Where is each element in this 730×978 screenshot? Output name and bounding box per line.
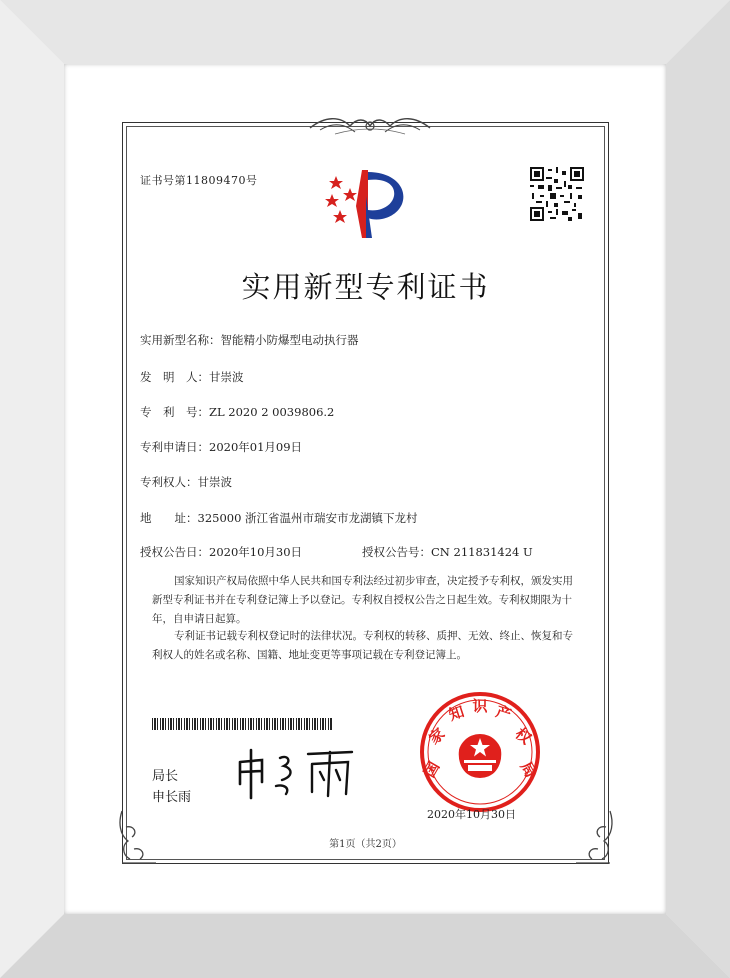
official-seal-icon <box>418 690 542 814</box>
svg-text:家: 家 <box>425 724 449 748</box>
signature-icon <box>232 740 362 802</box>
field-value: 甘崇波 <box>209 370 244 384</box>
svg-text:产: 产 <box>493 702 514 725</box>
field-row-address <box>140 510 418 526</box>
field-label: 授权公告号： <box>362 545 431 559</box>
field-value: 2020年01月09日 <box>209 440 303 454</box>
top-ornament-icon <box>305 114 435 138</box>
field-label: 授权公告日： <box>140 545 209 559</box>
field-label: 专利权人： <box>140 475 198 489</box>
field-row-grant-number <box>362 544 533 560</box>
field-label: 专 利 号： <box>140 405 209 419</box>
field-value: 甘崇波 <box>197 475 232 489</box>
field-row-grant-date <box>140 544 302 560</box>
signatory-title: 局长 <box>152 769 179 784</box>
field-value: 智能精小防爆型电动执行器 <box>220 333 359 347</box>
signatory-name: 申长雨 <box>152 790 192 805</box>
field-row-application-date <box>140 439 302 455</box>
qr-code-icon <box>530 167 584 221</box>
page-footer: 第1页（共2页） <box>329 839 402 850</box>
field-value: CN 211831424 U <box>431 545 533 559</box>
field-label: 专利申请日： <box>140 440 209 454</box>
field-row-patentee <box>140 474 232 490</box>
field-value: 325000 浙江省温州市瑞安市龙湖镇下龙村 <box>197 511 418 525</box>
field-row-inventor <box>140 369 244 385</box>
field-label: 实用新型名称： <box>140 333 221 347</box>
field-row-name <box>140 332 359 348</box>
svg-text:知: 知 <box>446 702 467 725</box>
field-row-patent-number <box>140 404 334 420</box>
field-label: 地 址： <box>140 511 198 525</box>
svg-text:识: 识 <box>472 697 488 715</box>
svg-text:权: 权 <box>511 724 535 748</box>
patent-office-logo-icon <box>322 166 412 242</box>
field-value: ZL 2020 2 0039806.2 <box>209 405 335 419</box>
field-label: 发 明 人： <box>140 370 209 384</box>
frame-right-bevel <box>666 0 730 978</box>
frame-left-bevel <box>0 0 64 978</box>
frame-top-bevel <box>0 0 730 64</box>
seal-date: 2020年10月30日 <box>427 808 516 821</box>
certificate-paper <box>122 122 609 864</box>
barcode <box>152 718 332 730</box>
field-value: 2020年10月30日 <box>209 545 303 559</box>
certificate-paragraph-2: 专利证书记载专利权登记时的法律状况。专利权的转移、质押、无效、终止、恢复和专利权人的姓名或名称、国籍、地址变更等事项记载在专利登记簿上。 <box>152 630 573 661</box>
svg-text:局: 局 <box>516 758 540 781</box>
certificate-paragraph-1: 国家知识产权局依照中华人民共和国专利法经过初步审查，决定授予专利权，颁发实用新型专利证书并在专利登记簿上予以登记。专利权自授权公告之日起生效。专利权期限为十年，自申请日起算。 <box>152 575 573 625</box>
frame-bottom-bevel <box>0 914 730 978</box>
certificate-title: 实用新型专利证书 <box>241 270 490 304</box>
svg-text:国: 国 <box>420 758 444 781</box>
certificate-number: 证书号第11809470号 <box>140 174 258 187</box>
